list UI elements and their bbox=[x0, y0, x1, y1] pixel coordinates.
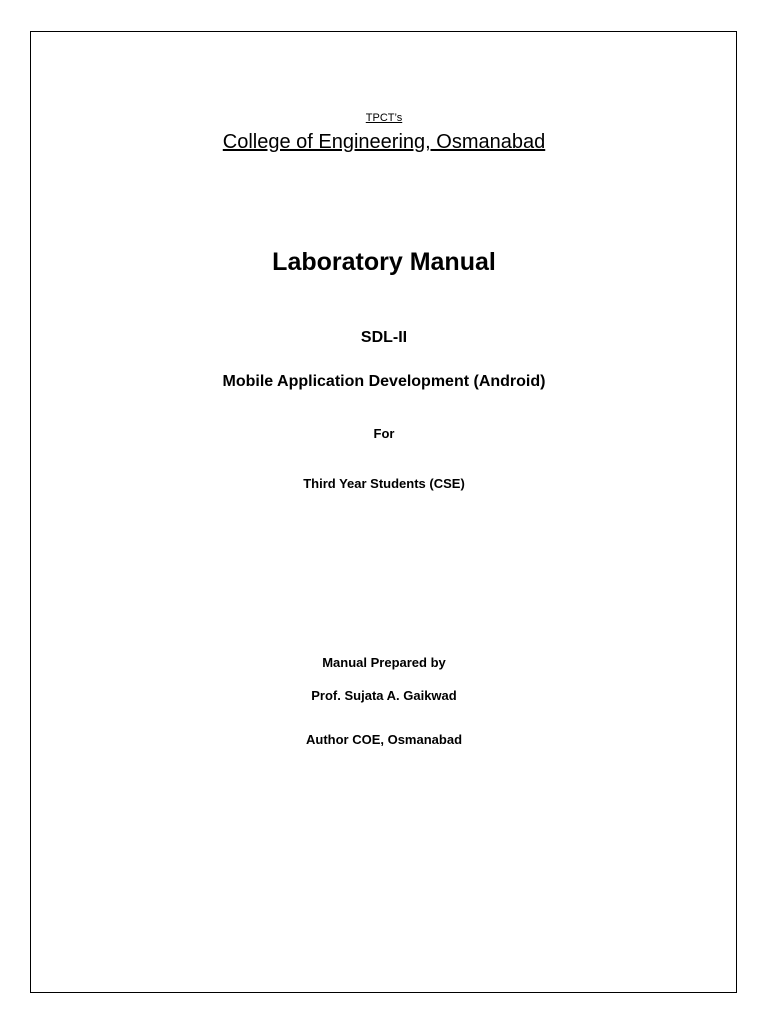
author-name: Prof. Sujata A. Gaikwad bbox=[311, 688, 457, 703]
page-border bbox=[30, 31, 737, 993]
course-name: Mobile Application Development (Android) bbox=[222, 373, 546, 390]
audience-text: Third Year Students (CSE) bbox=[303, 476, 465, 491]
for-label: For bbox=[373, 426, 395, 441]
institute-prefix: TPCT’s bbox=[365, 112, 403, 124]
manual-title: Laboratory Manual bbox=[272, 248, 496, 276]
course-code: SDL-II bbox=[360, 329, 408, 346]
college-name: College of Engineering, Osmanabad bbox=[222, 131, 546, 153]
prepared-by-label: Manual Prepared by bbox=[322, 655, 446, 670]
author-affiliation: Author COE, Osmanabad bbox=[305, 732, 463, 747]
